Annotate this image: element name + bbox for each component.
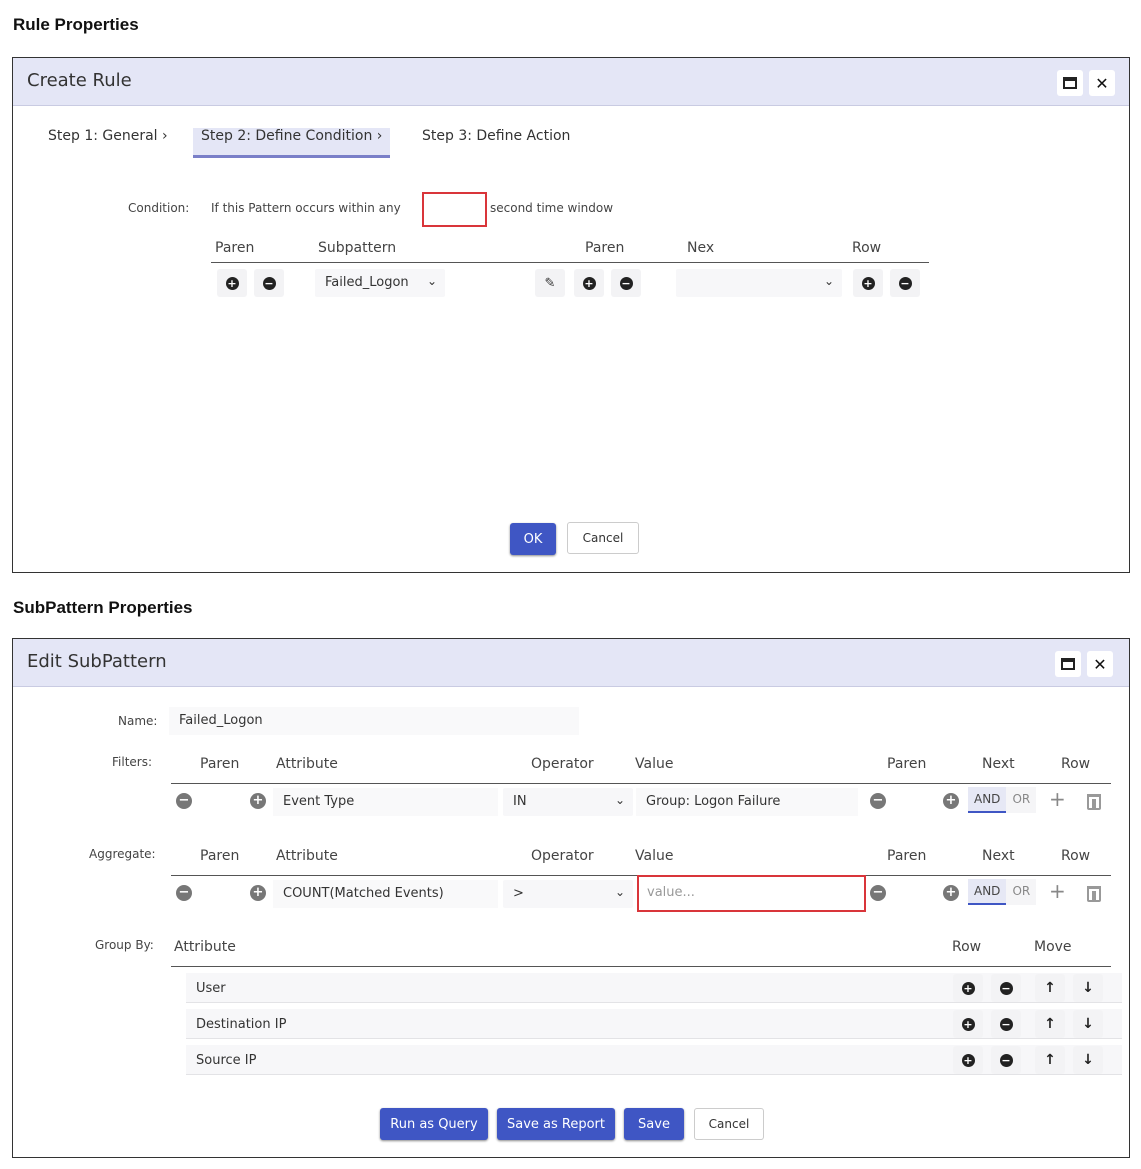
and-option[interactable]: AND xyxy=(968,787,1006,813)
add-paren-right-button[interactable] xyxy=(574,269,604,297)
groupby-attribute: Source IP xyxy=(196,1053,257,1068)
rule-properties-title: Rule Properties xyxy=(13,15,139,34)
condition-text-before: If this Pattern occurs within any xyxy=(211,201,401,215)
name-label: Name: xyxy=(118,714,158,728)
minus-circle-icon: − xyxy=(1001,981,1011,995)
filter-value-field[interactable]: Group: Logon Failure xyxy=(636,788,858,816)
remove-paren-right-button[interactable] xyxy=(870,885,886,901)
plus-circle-icon: + xyxy=(963,981,973,995)
col-paren: Paren xyxy=(200,848,240,864)
col-next: Nex xyxy=(687,240,715,256)
add-paren-right-button[interactable] xyxy=(943,793,959,809)
col-paren-2: Paren xyxy=(585,240,625,256)
add-paren-button[interactable] xyxy=(217,269,247,297)
arrow-up-icon[interactable]: ↑ xyxy=(1035,974,1065,1002)
filter-attribute-field[interactable]: Event Type xyxy=(273,788,498,816)
ok-button[interactable]: OK xyxy=(510,523,556,555)
time-window-input[interactable] xyxy=(422,192,487,227)
plus-circle-icon: + xyxy=(963,1017,973,1031)
groupby-attribute: User xyxy=(196,981,226,996)
dialog-title: Create Rule xyxy=(27,70,132,91)
col-paren-2: Paren xyxy=(887,756,927,772)
groupby-attribute: Destination IP xyxy=(196,1017,287,1032)
condition-label: Condition: xyxy=(128,201,190,215)
plus-circle-icon: + xyxy=(250,793,266,809)
col-row: Row xyxy=(1061,756,1091,772)
col-paren: Paren xyxy=(200,756,240,772)
col-paren-2: Paren xyxy=(887,848,927,864)
chevron-down-icon: ⌄ xyxy=(823,274,834,288)
remove-paren-button[interactable] xyxy=(176,793,192,809)
plus-circle-icon: + xyxy=(250,885,266,901)
add-row-button[interactable] xyxy=(953,974,983,1002)
plus-circle-icon: + xyxy=(584,276,594,290)
aggregate-value-input[interactable]: value... xyxy=(637,875,866,912)
arrow-down-icon[interactable]: ↓ xyxy=(1073,1010,1103,1038)
col-row: Row xyxy=(952,939,982,955)
plus-circle-icon: + xyxy=(227,276,237,290)
add-row-button[interactable] xyxy=(953,1010,983,1038)
remove-paren-right-button[interactable] xyxy=(870,793,886,809)
arrow-up-icon[interactable]: ↑ xyxy=(1035,1046,1065,1074)
remove-paren-button[interactable] xyxy=(176,885,192,901)
edit-subpattern-button[interactable] xyxy=(535,269,565,297)
step-define-condition[interactable]: Step 2: Define Condition › xyxy=(193,128,390,158)
col-paren: Paren xyxy=(215,240,255,256)
step-define-action[interactable]: Step 3: Define Action xyxy=(422,128,571,144)
chevron-down-icon: ⌄ xyxy=(426,274,437,288)
maximize-icon[interactable] xyxy=(1055,651,1081,677)
divider xyxy=(171,966,1111,967)
divider xyxy=(211,262,929,263)
plus-circle-icon: + xyxy=(943,885,959,901)
col-value: Value xyxy=(635,756,674,772)
remove-row-button[interactable] xyxy=(890,269,920,297)
and-or-toggle[interactable] xyxy=(968,787,1036,813)
col-attribute: Attribute xyxy=(276,756,338,772)
minus-circle-icon: − xyxy=(621,276,631,290)
col-row: Row xyxy=(852,240,882,256)
col-attribute: Attribute xyxy=(174,939,236,955)
groupby-label: Group By: xyxy=(95,938,154,952)
col-operator: Operator xyxy=(531,756,594,772)
col-operator: Operator xyxy=(531,848,594,864)
col-attribute: Attribute xyxy=(276,848,338,864)
save-button[interactable]: Save xyxy=(624,1108,684,1140)
divider xyxy=(171,783,1111,784)
close-icon[interactable]: ✕ xyxy=(1089,70,1115,96)
aggregate-attribute-field[interactable]: COUNT(Matched Events) xyxy=(273,880,498,908)
arrow-up-icon[interactable]: ↑ xyxy=(1035,1010,1065,1038)
step-general[interactable]: Step 1: General › xyxy=(48,128,168,144)
and-or-toggle[interactable] xyxy=(968,879,1036,905)
minus-circle-icon: − xyxy=(900,276,910,290)
create-rule-dialog xyxy=(12,57,1130,573)
add-paren-button[interactable] xyxy=(250,793,266,809)
col-value: Value xyxy=(635,848,674,864)
subpattern-properties-title: SubPattern Properties xyxy=(13,598,193,617)
subpattern-select[interactable]: Failed_Logon ⌄ xyxy=(315,269,445,297)
dialog-header xyxy=(13,639,1129,687)
filters-label: Filters: xyxy=(112,755,153,769)
or-option[interactable]: OR xyxy=(1006,787,1036,813)
and-option[interactable]: AND xyxy=(968,879,1006,905)
trash-icon[interactable] xyxy=(1087,794,1101,810)
minus-circle-icon: − xyxy=(176,885,192,901)
add-row-button[interactable] xyxy=(853,269,883,297)
condition-text-after: second time window xyxy=(490,201,614,215)
minus-circle-icon: − xyxy=(870,793,886,809)
filter-operator-select[interactable]: IN ⌄ xyxy=(503,788,633,816)
col-next: Next xyxy=(982,756,1015,772)
add-paren-right-button[interactable] xyxy=(943,885,959,901)
arrow-down-icon[interactable]: ↓ xyxy=(1073,974,1103,1002)
name-field[interactable]: Failed_Logon xyxy=(169,707,579,735)
remove-row-button[interactable] xyxy=(991,974,1021,1002)
cancel-button[interactable]: Cancel xyxy=(567,522,639,554)
col-row: Row xyxy=(1061,848,1091,864)
add-paren-button[interactable] xyxy=(250,885,266,901)
add-row-button[interactable] xyxy=(953,1046,983,1074)
pencil-icon: ✎ xyxy=(544,275,556,291)
chevron-down-icon: ⌄ xyxy=(614,793,625,807)
add-row-icon[interactable]: + xyxy=(1049,787,1066,811)
aggregate-operator-select[interactable]: > ⌄ xyxy=(503,880,633,908)
arrow-down-icon[interactable]: ↓ xyxy=(1073,1046,1103,1074)
chevron-down-icon: ⌄ xyxy=(614,885,625,899)
run-as-query-button[interactable]: Run as Query xyxy=(380,1108,488,1140)
minus-circle-icon: − xyxy=(870,885,886,901)
remove-row-button[interactable] xyxy=(991,1046,1021,1074)
edit-subpattern-dialog xyxy=(12,638,1130,1158)
maximize-icon[interactable] xyxy=(1057,70,1083,96)
col-subpattern: Subpattern xyxy=(318,240,397,256)
plus-circle-icon: + xyxy=(963,1053,973,1067)
trash-icon[interactable] xyxy=(1087,886,1101,902)
minus-circle-icon: − xyxy=(264,276,274,290)
dialog-title: Edit SubPattern xyxy=(27,651,167,672)
plus-circle-icon: + xyxy=(863,276,873,290)
minus-circle-icon: − xyxy=(176,793,192,809)
or-option[interactable]: OR xyxy=(1006,879,1036,905)
cancel-button[interactable]: Cancel xyxy=(694,1108,764,1140)
next-select[interactable] xyxy=(676,269,842,297)
dialog-header xyxy=(13,58,1129,106)
plus-circle-icon: + xyxy=(943,793,959,809)
minus-circle-icon: − xyxy=(1001,1053,1011,1067)
minus-circle-icon: − xyxy=(1001,1017,1011,1031)
col-next: Next xyxy=(982,848,1015,864)
save-as-report-button[interactable]: Save as Report xyxy=(497,1108,615,1140)
remove-paren-right-button[interactable] xyxy=(611,269,641,297)
remove-paren-button[interactable] xyxy=(254,269,284,297)
close-icon[interactable]: ✕ xyxy=(1087,651,1113,677)
add-row-icon[interactable]: + xyxy=(1049,879,1066,903)
aggregate-label: Aggregate: xyxy=(89,847,156,861)
remove-row-button[interactable] xyxy=(991,1010,1021,1038)
col-move: Move xyxy=(1034,939,1072,955)
